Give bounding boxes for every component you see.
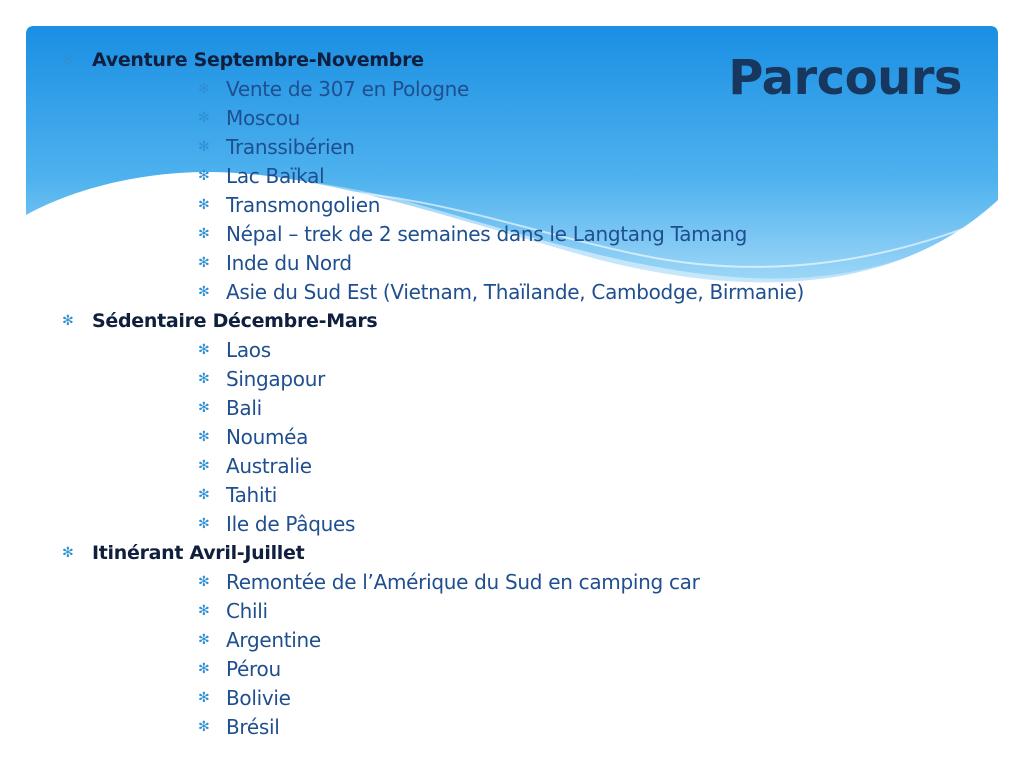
list-item: ✻ Inde du Nord <box>198 249 352 278</box>
list-item: ✻ Pérou <box>198 655 281 684</box>
asterisk-bullet-icon: ✻ <box>198 168 210 184</box>
list-item: ✻ Remontée de l’Amérique du Sud en camping car <box>198 568 700 597</box>
asterisk-bullet-icon: ✻ <box>198 197 210 213</box>
asterisk-bullet-icon: ✻ <box>198 690 210 706</box>
asterisk-bullet-icon: ✻ <box>198 226 210 242</box>
asterisk-bullet-icon: ✻ <box>198 516 210 532</box>
list-item: ✻ Vente de 307 en Pologne <box>198 75 469 104</box>
asterisk-bullet-icon: ✻ <box>198 400 210 416</box>
section-heading: ✻ Sédentaire Décembre-Mars <box>62 307 377 336</box>
asterisk-bullet-icon: ✻ <box>198 81 210 97</box>
asterisk-bullet-icon: ✻ <box>62 545 74 561</box>
list-item: ✻ Transmongolien <box>198 191 380 220</box>
list-item: ✻ Moscou <box>198 104 300 133</box>
asterisk-bullet-icon: ✻ <box>198 284 210 300</box>
asterisk-bullet-icon: ✻ <box>198 342 210 358</box>
section-heading: ✻ Itinérant Avril-Juillet <box>62 539 304 568</box>
asterisk-bullet-icon: ✻ <box>198 371 210 387</box>
asterisk-bullet-icon: ✻ <box>198 719 210 735</box>
slide-title: Parcours <box>728 50 962 106</box>
asterisk-bullet-icon: ✻ <box>62 313 74 329</box>
list-item: ✻ Tahiti <box>198 481 277 510</box>
list-item: ✻ Népal – trek de 2 semaines dans le Langtang Tamang <box>198 220 747 249</box>
list-item: ✻ Asie du Sud Est (Vietnam, Thaïlande, Cambodge, Birmanie) <box>198 278 804 307</box>
asterisk-bullet-icon: ✻ <box>198 429 210 445</box>
wave-banner <box>0 0 1024 300</box>
asterisk-bullet-icon: ✻ <box>198 661 210 677</box>
asterisk-bullet-icon: ✻ <box>198 574 210 590</box>
asterisk-bullet-icon: ✻ <box>62 52 74 68</box>
asterisk-bullet-icon: ✻ <box>198 110 210 126</box>
list-item: ✻ Singapour <box>198 365 325 394</box>
list-item: ✻ Ile de Pâques <box>198 510 355 539</box>
section-heading: ✻ Aventure Septembre-Novembre <box>62 46 424 75</box>
asterisk-bullet-icon: ✻ <box>198 603 210 619</box>
list-item: ✻ Brésil <box>198 713 280 742</box>
list-item: ✻ Nouméa <box>198 423 308 452</box>
asterisk-bullet-icon: ✻ <box>198 139 210 155</box>
list-item: ✻ Chili <box>198 597 268 626</box>
asterisk-bullet-icon: ✻ <box>198 458 210 474</box>
list-item: ✻ Argentine <box>198 626 321 655</box>
asterisk-bullet-icon: ✻ <box>198 255 210 271</box>
list-item: ✻ Bali <box>198 394 262 423</box>
list-item: ✻ Transsibérien <box>198 133 355 162</box>
list-item: ✻ Lac Baïkal <box>198 162 324 191</box>
asterisk-bullet-icon: ✻ <box>198 632 210 648</box>
list-item: ✻ Bolivie <box>198 684 291 713</box>
list-item: ✻ Laos <box>198 336 271 365</box>
asterisk-bullet-icon: ✻ <box>198 487 210 503</box>
list-item: ✻ Australie <box>198 452 312 481</box>
